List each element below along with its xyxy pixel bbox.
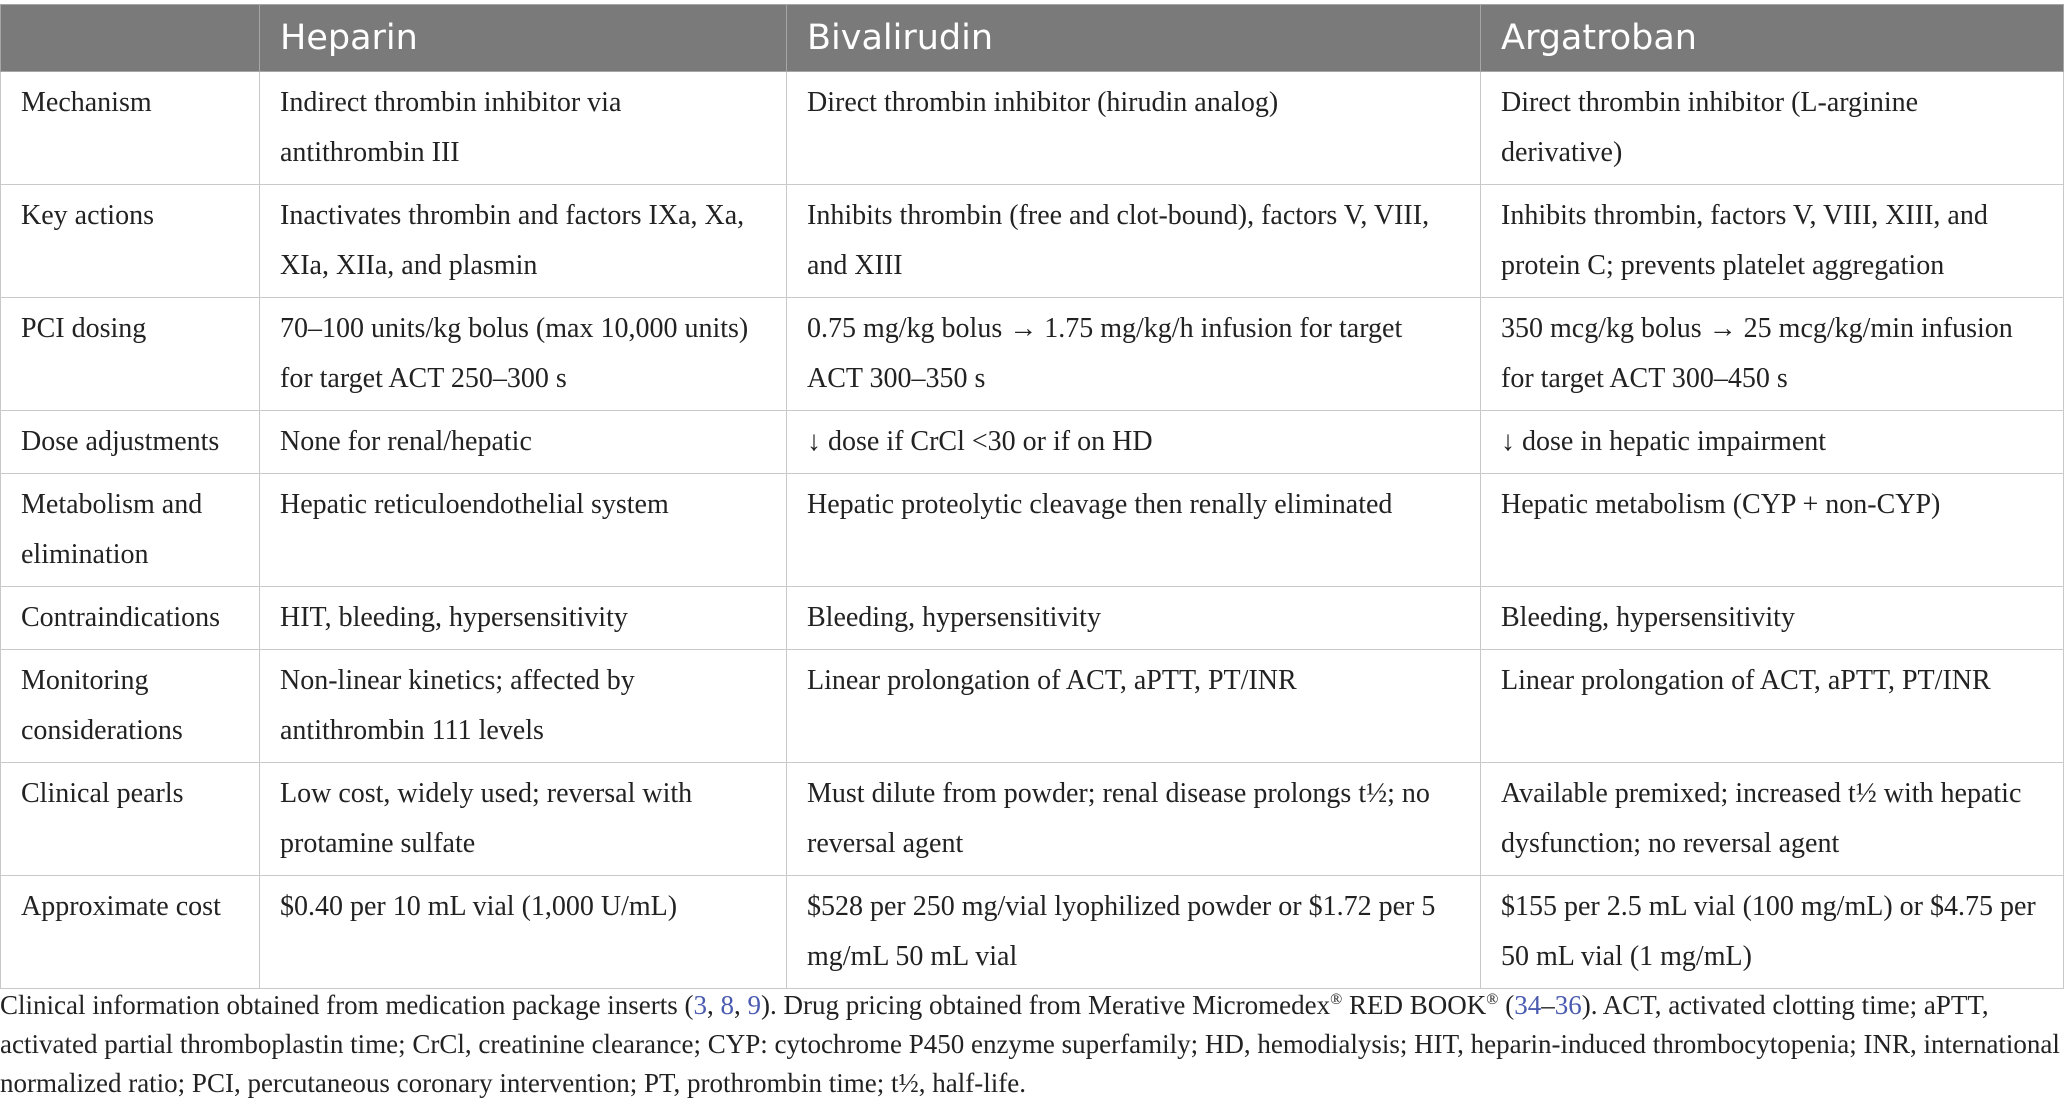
cell-bivalirudin: Inhibits thrombin (free and clot-bound), factors V, VIII, and XIII — [787, 185, 1481, 298]
footnote-text: ). Drug pricing obtained from Merative Micromedex — [761, 990, 1331, 1020]
footnote-text: ( — [1498, 990, 1515, 1020]
cell-argatroban: Inhibits thrombin, factors V, VIII, XIII, and protein C; prevents platelet aggregation — [1481, 185, 2064, 298]
cell-heparin: 70–100 units/kg bolus (max 10,000 units) for target ACT 250–300 s — [260, 298, 787, 411]
table-footnote — [0, 986, 2060, 1103]
cell-heparin: Inactivates thrombin and factors IXa, Xa, XIa, XIIa, and plasmin — [260, 185, 787, 298]
registered-mark: ® — [1486, 991, 1499, 1008]
row-label: Dose adjustments — [1, 411, 260, 474]
cell-heparin: HIT, bleeding, hypersensitivity — [260, 587, 787, 650]
cell-argatroban: $155 per 2.5 mL vial (100 mg/mL) or $4.75 per 50 mL vial (1 mg/mL) — [1481, 876, 2064, 989]
reference-link[interactable]: 3 — [693, 990, 708, 1020]
cell-argatroban: Linear prolongation of ACT, aPTT, PT/INR — [1481, 650, 2064, 763]
cell-argatroban: Available premixed; increased t½ with hepatic dysfunction; no reversal agent — [1481, 763, 2064, 876]
table-header-row — [1, 5, 2064, 72]
header-bivalirudin: Bivalirudin — [787, 5, 1481, 72]
cell-bivalirudin: $528 per 250 mg/vial lyophilized powder or $1.72 per 5 mg/mL 50 mL vial — [787, 876, 1481, 989]
footnote-text: RED BOOK — [1342, 990, 1487, 1020]
cell-argatroban: Direct thrombin inhibitor (L-arginine derivative) — [1481, 72, 2064, 185]
cell-bivalirudin: Bleeding, hypersensitivity — [787, 587, 1481, 650]
cell-heparin: Low cost, widely used; reversal with protamine sulfate — [260, 763, 787, 876]
row-label: Mechanism — [1, 72, 260, 185]
cell-heparin: Non-linear kinetics; affected by antithrombin 111 levels — [260, 650, 787, 763]
table-row — [1, 185, 2064, 298]
table-row — [1, 72, 2064, 185]
reference-link[interactable]: 9 — [747, 990, 762, 1020]
cell-argatroban: Bleeding, hypersensitivity — [1481, 587, 2064, 650]
table-row — [1, 474, 2064, 587]
header-empty — [1, 5, 260, 72]
row-label: PCI dosing — [1, 298, 260, 411]
footnote-separator: , — [734, 990, 748, 1020]
footnote-separator: , — [707, 990, 721, 1020]
cell-bivalirudin: Hepatic proteolytic cleavage then renally eliminated — [787, 474, 1481, 587]
reference-link[interactable]: 36 — [1554, 990, 1582, 1020]
footnote-text: ). ACT, activated clotting time; aPTT, activated partial thromboplastin time; CrCl, creatinine clearance; CYP: cytochrome P450 enzyme superfamily; HD, hemodialysis; HIT, heparin-induced thrombocytopenia; INR, international normalized ratio; PCI, percutaneous coronary intervention; PT, prothrombin time; t½, half-life. — [0, 990, 2060, 1098]
cell-argatroban: ↓ dose in hepatic impairment — [1481, 411, 2064, 474]
cell-heparin: Indirect thrombin inhibitor via antithrombin III — [260, 72, 787, 185]
cell-bivalirudin: ↓ dose if CrCl <30 or if on HD — [787, 411, 1481, 474]
cell-heparin: None for renal/hepatic — [260, 411, 787, 474]
table-row — [1, 763, 2064, 876]
cell-argatroban: Hepatic metabolism (CYP + non-CYP) — [1481, 474, 2064, 587]
table-row — [1, 298, 2064, 411]
header-argatroban: Argatroban — [1481, 5, 2064, 72]
cell-bivalirudin: Direct thrombin inhibitor (hirudin analog) — [787, 72, 1481, 185]
table-row — [1, 650, 2064, 763]
row-label: Metabolism and elimination — [1, 474, 260, 587]
cell-bivalirudin: Linear prolongation of ACT, aPTT, PT/INR — [787, 650, 1481, 763]
footnote-text: Clinical information obtained from medication package inserts ( — [0, 990, 694, 1020]
header-heparin: Heparin — [260, 5, 787, 72]
row-label: Approximate cost — [1, 876, 260, 989]
table-row — [1, 587, 2064, 650]
row-label: Monitoring considerations — [1, 650, 260, 763]
cell-bivalirudin: 0.75 mg/kg bolus → 1.75 mg/kg/h infusion for target ACT 300–350 s — [787, 298, 1481, 411]
registered-mark: ® — [1330, 991, 1343, 1008]
cell-heparin: $0.40 per 10 mL vial (1,000 U/mL) — [260, 876, 787, 989]
reference-link[interactable]: 34 — [1514, 990, 1542, 1020]
row-label: Contraindications — [1, 587, 260, 650]
table-row — [1, 876, 2064, 989]
reference-link[interactable]: 8 — [720, 990, 735, 1020]
drug-comparison-table — [0, 4, 2064, 989]
table-row — [1, 411, 2064, 474]
cell-heparin: Hepatic reticuloendothelial system — [260, 474, 787, 587]
row-label: Clinical pearls — [1, 763, 260, 876]
footnote-separator: – — [1541, 990, 1555, 1020]
row-label: Key actions — [1, 185, 260, 298]
cell-bivalirudin: Must dilute from powder; renal disease prolongs t½; no reversal agent — [787, 763, 1481, 876]
drug-comparison-table-container — [0, 4, 2064, 989]
cell-argatroban: 350 mcg/kg bolus → 25 mcg/kg/min infusion for target ACT 300–450 s — [1481, 298, 2064, 411]
